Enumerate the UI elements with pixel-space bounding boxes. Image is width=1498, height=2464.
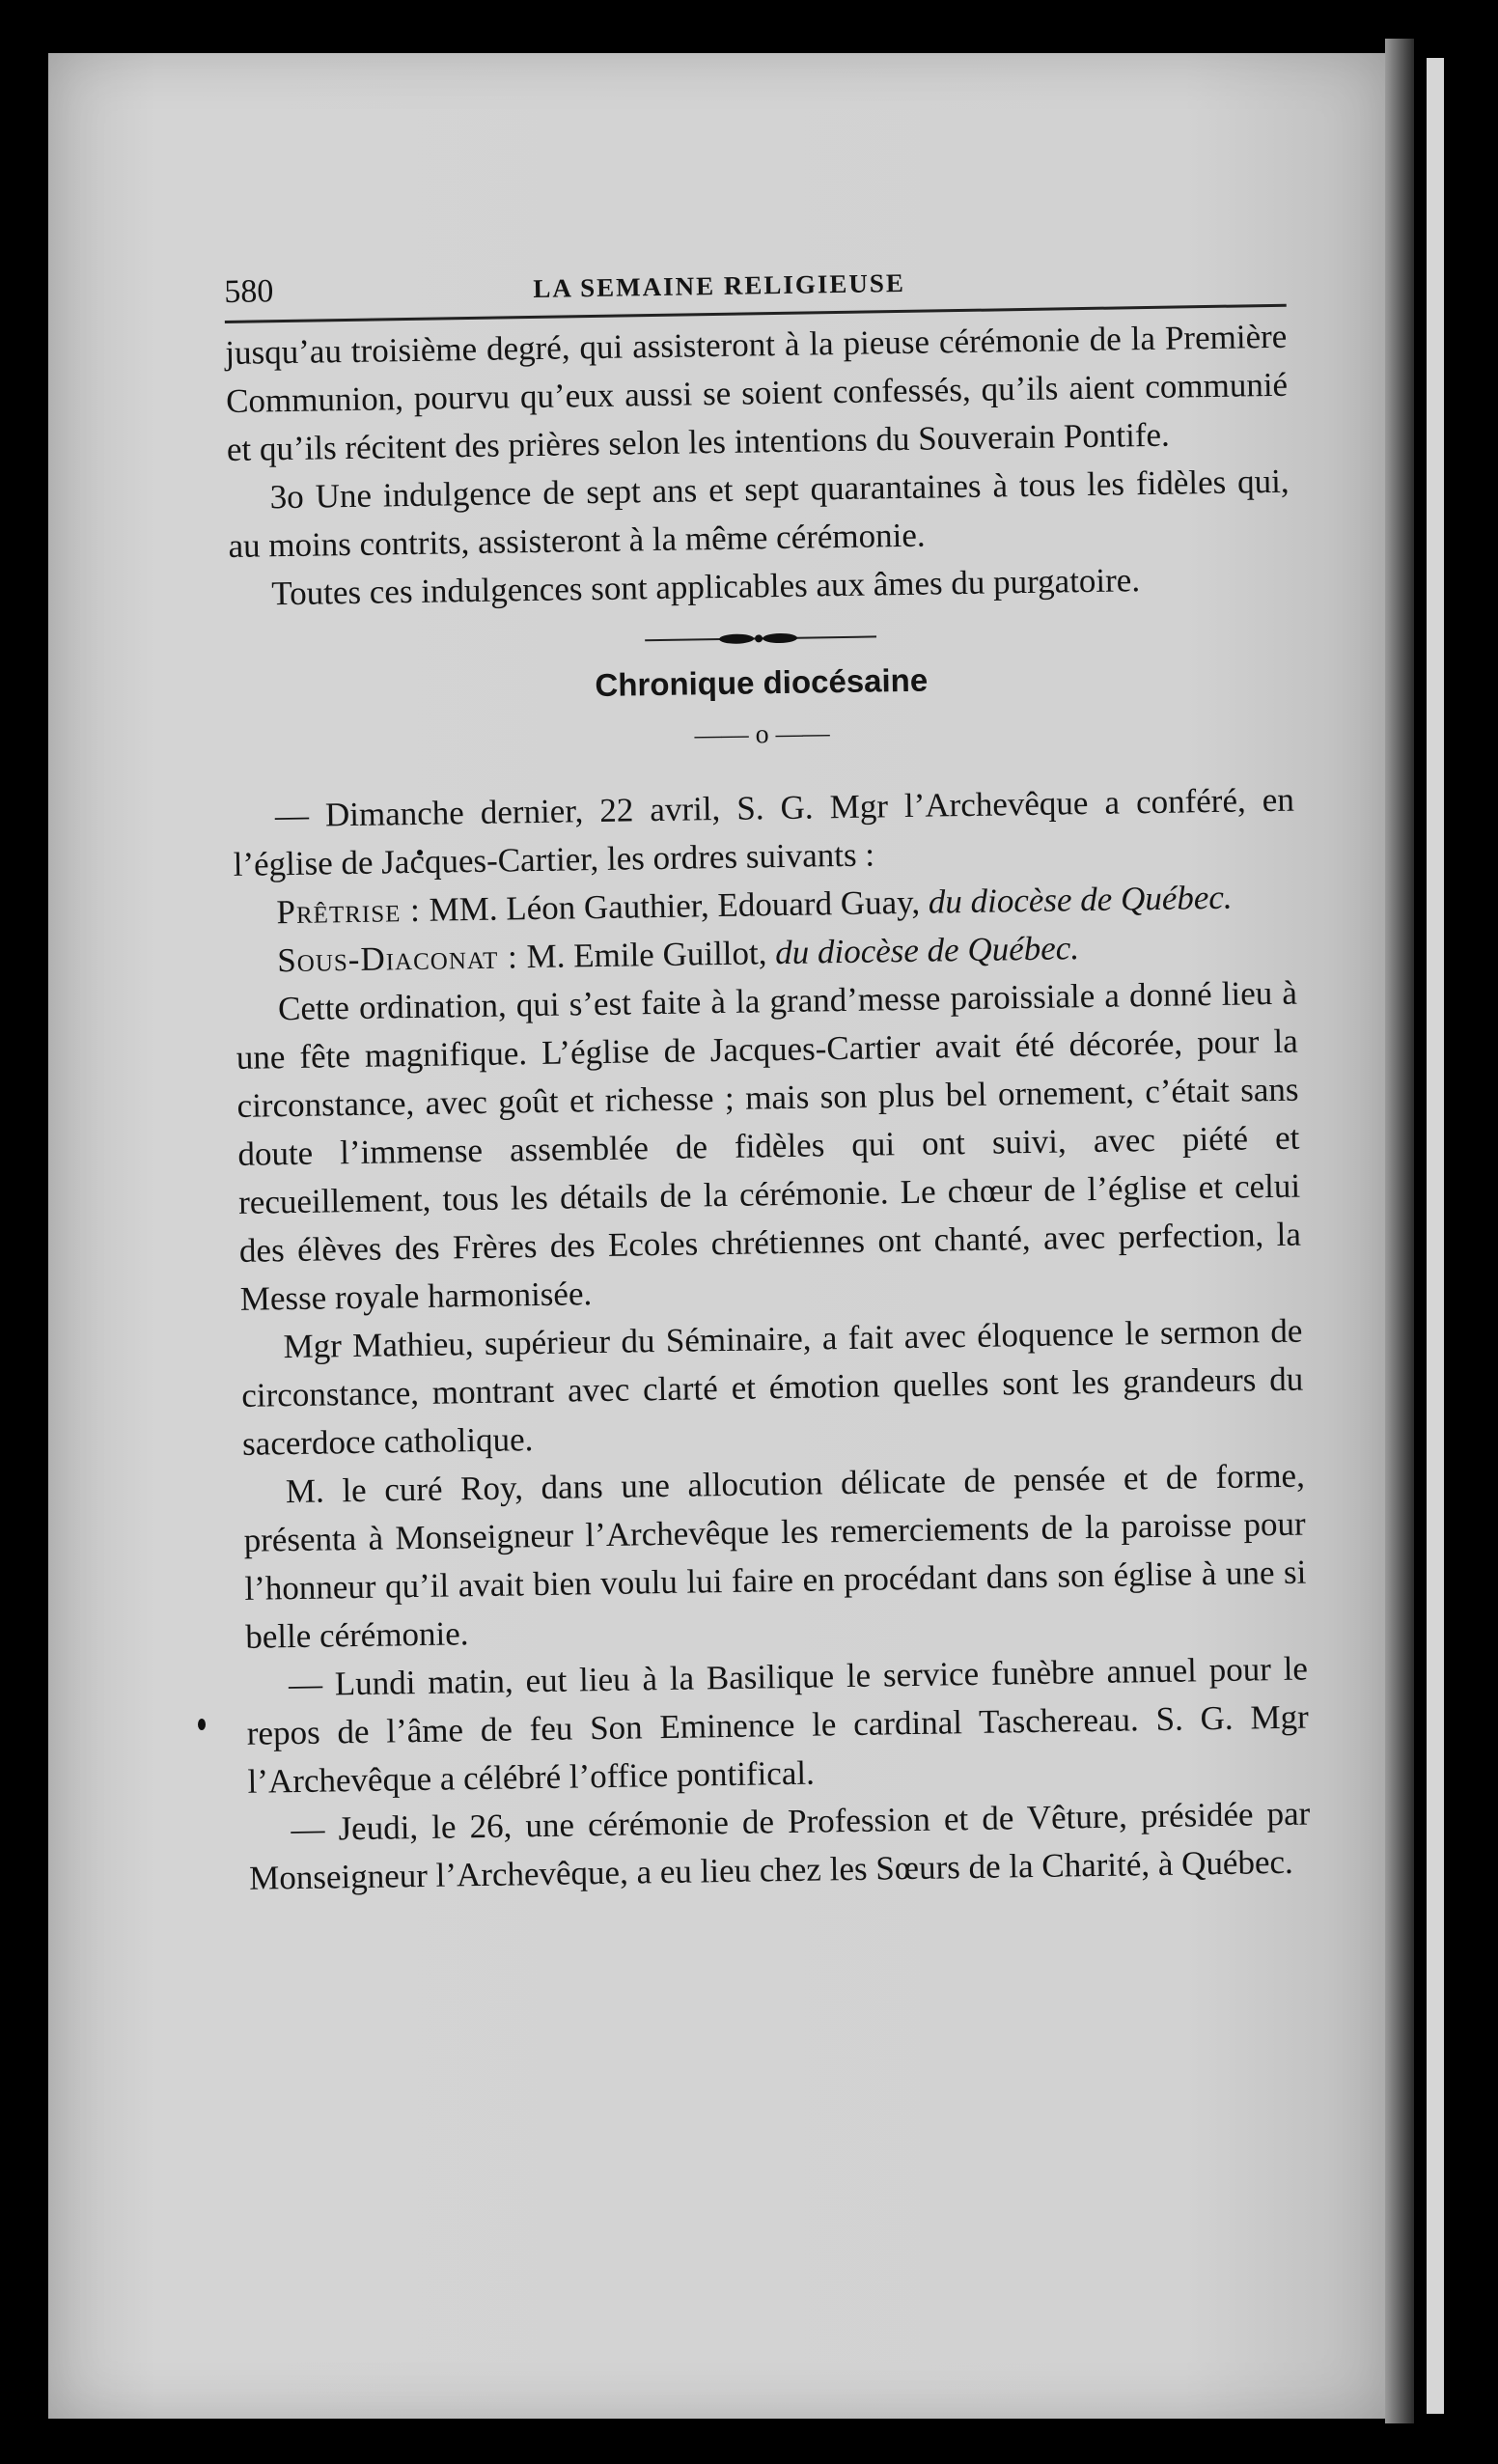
paragraph: Toutes ces indulgences sont applicables aux âmes du purgatoire. — [270, 561, 1141, 613]
paragraph: — Jeudi, le 26, une cérémonie de Profession et de Vêture, présidée par Monseigneur l’Archevêque, a eu lieu chez les Sœurs de la Charité, à Québec. — [248, 1794, 1311, 1897]
paragraph: M. le curé Roy, dans une allocution délicate de pensée et de forme, présenta à Monseigneur l’Archevêque les remerciements de la paroisse pour l’honneur qu’il avait bien voulu lui faire en procédant dans son église à une si belle cérémonie. — [243, 1456, 1307, 1656]
journal-title: LA SEMAINE RELIGIEUSE — [533, 267, 906, 303]
ordination-names: MM. Léon Gauthier, Edouard Guay, — [420, 882, 929, 929]
paragraph: jusqu’au troisième degré, qui assisteront à la pieuse cérémonie de la Première Communion, pourvu qu’eux aussi se soient confessés, qu’ils aient communié et qu’ils récitent des prières selon les intentions du Souverain Pontife. — [225, 317, 1289, 468]
ordination-diocese: du diocèse de Québec. — [928, 878, 1233, 921]
paragraph: Mgr Mathieu, supérieur du Séminaire, a fait avec éloquence le sermon de circonstance, montrant avec clarté et émotion quelles sont les grandeurs du sacerdoce catholique. — [241, 1311, 1304, 1463]
page-text — [224, 252, 1311, 1903]
ordination-diocese: du diocèse de Québec. — [774, 929, 1080, 972]
paragraph: — Dimanche dernier, 22 avril, S. G. Mgr l’Archevêque a conféré, en l’église de Jacques-Cartier, les ordres suivants : — [233, 780, 1295, 883]
paragraph: Cette ordination, qui s’est faite à la grand’messe paroissiale a donné lieu à une fête magnifique. L’église de Jacques-Cartier avait été décorée, pour la circonstance, avec goût et richesse ; mais son plus bel ornement, c’était sans doute l’immense assemblée de fidèles qui ont suivi, avec piété et recueillement, tous les détails de la cérémonie. Le chœur de l’église et celui des élèves des Frères des Ecoles chrétiennes ont chanté, avec perfection, la Messe royale harmonisée. — [236, 973, 1302, 1318]
page-edge-shadow — [1385, 39, 1414, 2423]
page-number: 580 — [224, 273, 274, 310]
section-title: Chronique diocésaine — [595, 661, 929, 704]
next-page-sliver — [1427, 58, 1444, 2414]
section-divider-ornament — [645, 630, 876, 647]
section-sub-mark: —— o —— — [694, 718, 830, 751]
dust-speck — [198, 1719, 206, 1730]
paragraph: 3o Une indulgence de sept ans et sept quarantaines à tous les fidèles qui, au moins contrits, assisteront à la même cérémonie. — [228, 462, 1290, 565]
paragraph: — Lundi matin, eut lieu à la Basilique le service funèbre annuel pour le repos de l’âme de feu Son Eminence le cardinal Taschereau. S. G. Mgr l’Archevêque a célébré l’office pontifical. — [246, 1649, 1310, 1801]
ordination-label: Prêtrise : — [276, 890, 422, 932]
ordination-label: Sous-Diaconat : — [276, 938, 519, 980]
ordination-names: M. Emile Guillot, — [517, 934, 776, 976]
